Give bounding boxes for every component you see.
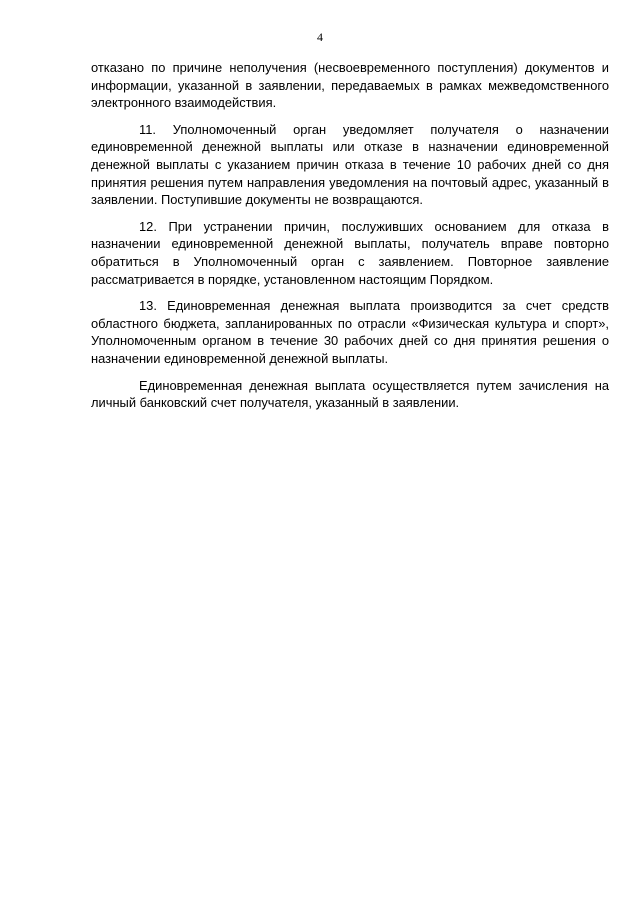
paragraph-continuation: отказано по причине неполучения (несвоевременного поступления) документов и информации, указанной в заявлении, передаваемых в рамках межведомственного электронного взаимодействия. [91,60,609,111]
paragraph-12: 12. При устранении причин, послуживших основанием для отказа в назначении единовременной денежной выплаты, получатель вправе повторно обратиться в Уполномоченный орган с заявлением. Повторное заявление рассматривается в порядке, установленном настоящим Порядком. [91,218,609,287]
paragraph-payment-method: Единовременная денежная выплата осуществляется путем зачисления на личный банковский счет получателя, указанный в заявлении. [91,377,609,411]
paragraph-13: 13. Единовременная денежная выплата производится за счет средств областного бюджета, запланированных по отрасли «Физическая культура и спорт», Уполномоченным органом в течение 30 рабочих дней со дня принятия решения о назначении единовременной денежной выплаты. [91,298,609,366]
paragraph-11: 11. Уполномоченный орган уведомляет получателя о назначении единовременной денежной выплаты или отказе в назначении единовременной денежной выплаты с указанием причин отказа в течение 10 рабочих дней со дня принятия решения путем направления уведомления на почтовый адрес, указанный в заявлении. Поступившие документы не возвращаются. [91,121,609,208]
document-body [91,59,609,421]
page-number: 4 [317,30,323,44]
